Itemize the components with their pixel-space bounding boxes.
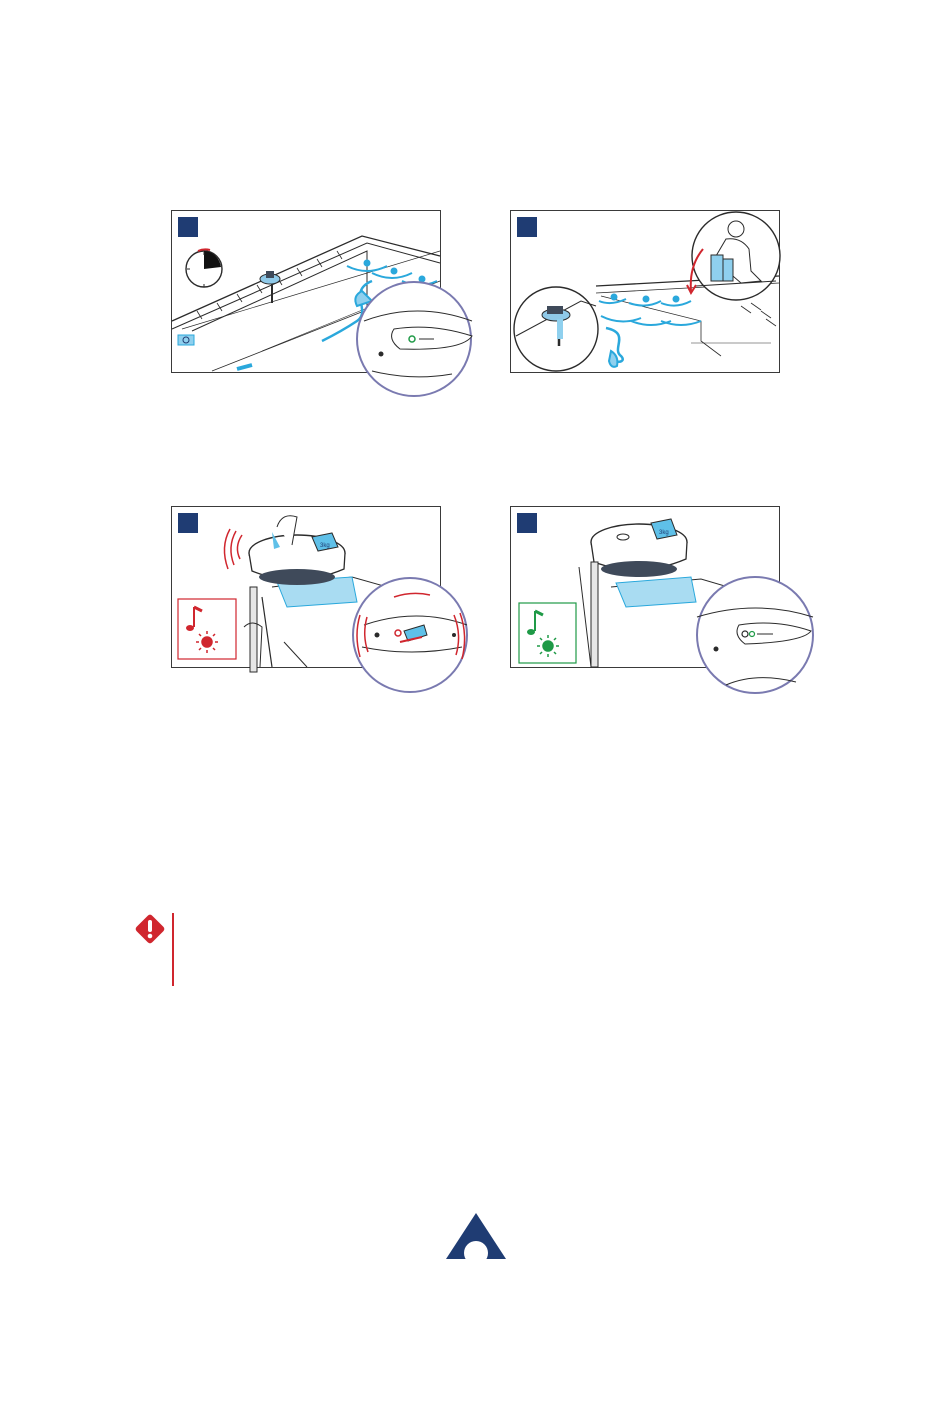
magnifier-inset-led-icon xyxy=(357,282,472,396)
dispenser-icon xyxy=(591,519,687,577)
figure-step-3 xyxy=(171,506,441,668)
magnifier-inset-dispenser-icon xyxy=(514,287,598,371)
magnifier-inset-alarm-icon xyxy=(353,578,467,692)
triangle-logo-icon xyxy=(445,1211,507,1266)
step-3-illustration xyxy=(172,507,472,697)
weight-label: 3kg xyxy=(659,530,669,536)
warning-bar xyxy=(172,913,174,986)
kneeling-person-icon xyxy=(687,212,780,300)
step-2-illustration xyxy=(511,211,811,401)
magnifier-inset-led-icon xyxy=(697,577,813,693)
step-4-illustration xyxy=(511,507,811,697)
figure-step-4 xyxy=(510,506,780,668)
dispenser-icon xyxy=(249,516,345,585)
warning-diamond-icon xyxy=(133,912,167,951)
weight-label: 3kg xyxy=(320,543,330,549)
figure-step-1 xyxy=(171,210,441,373)
timer-icon xyxy=(186,249,222,287)
figure-step-2 xyxy=(510,210,780,373)
red-alarm-box xyxy=(178,599,236,659)
green-ok-box xyxy=(519,603,576,663)
step-1-illustration xyxy=(172,211,472,401)
